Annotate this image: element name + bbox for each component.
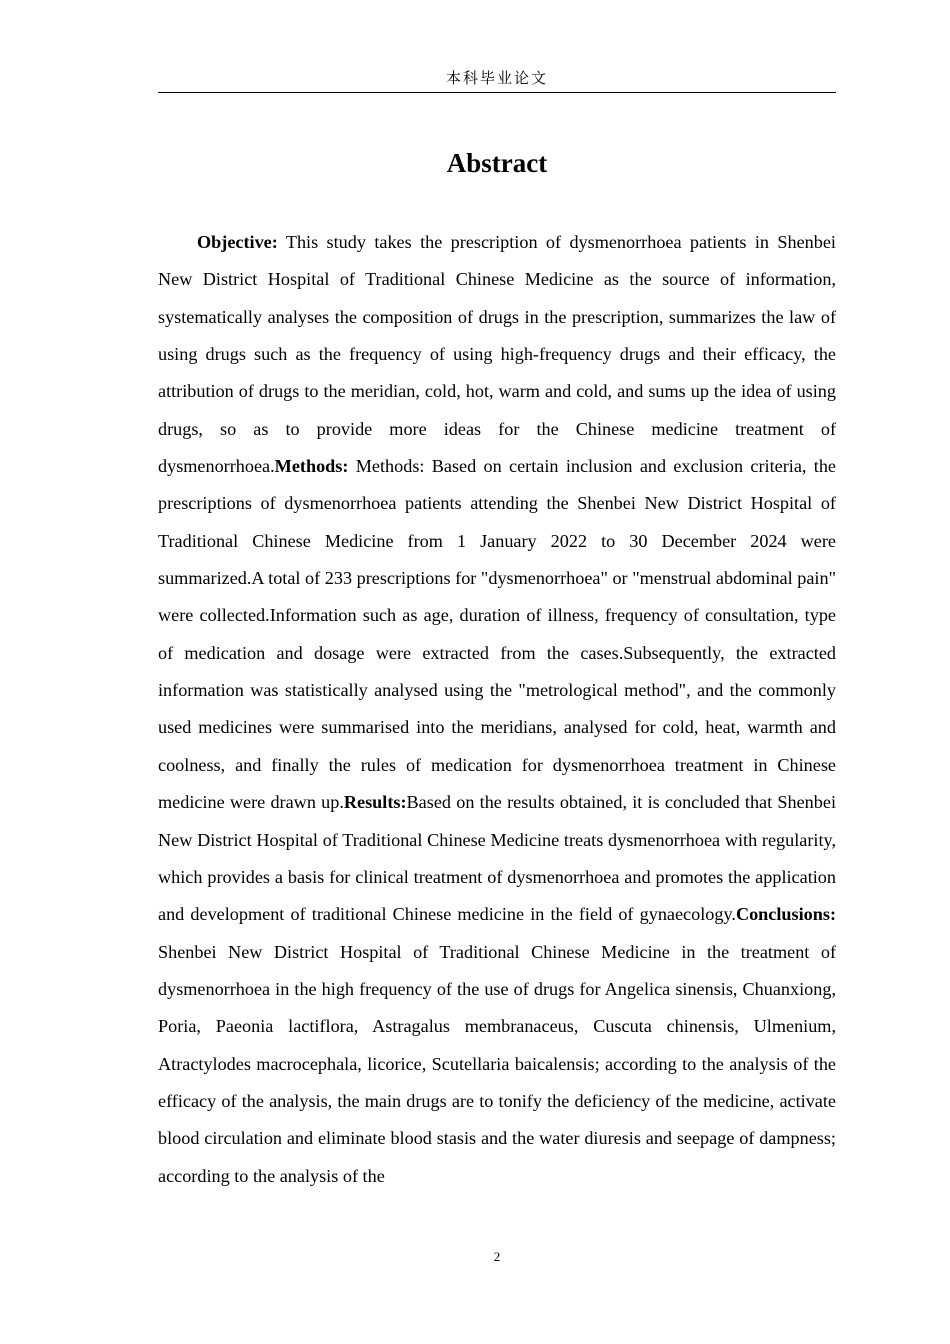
abstract-title: Abstract (446, 148, 548, 178)
results-text: Based on the results obtained, it is concluded that Shenbei New District Hospital of Traditional Chinese Medicine treats dysmenorrhoea with regularity, which provides a basis for clinical treatment of dysmenorrhoea and promotes the application and development of traditional Chinese medicine in the field of gynaecology. (158, 792, 836, 925)
methods-label: Methods: (274, 456, 349, 477)
conclusions-text: Shenbei New District Hospital of Traditional Chinese Medicine in the treatment of dysmenorrhoea in the high frequency of the use of drugs for Angelica sinensis, Chuanxiong, Poria, Paeonia lactiflora, Astragalus membranaceus, Cuscuta chinensis, Ulmenium, Atractylodes macrocephala, licorice, Scutellaria baicalensis; according to the analysis of the efficacy of the analysis, the main drugs are to tonify the deficiency of the medicine, activate blood circulation and eliminate blood stasis and the water diuresis and seepage of dampness; according to the analysis of the (158, 941, 836, 1186)
abstract-body (158, 224, 836, 1195)
conclusions-label: Conclusions: (735, 904, 836, 925)
methods-text: Methods: Based on certain inclusion and exclusion criteria, the prescriptions of dysmenorrhoea patients attending the Shenbei New District Hospital of Traditional Chinese Medicine from 1 January 2022 to 30 December 2024 were summarized.A total of 233 prescriptions for "dysmenorrhoea" or "menstrual abdominal pain" were collected.Information such as age, duration of illness, frequency of consultation, type of medication and dosage were extracted from the cases.Subsequently, the extracted information was statistically analysed using the "metrological method", and the commonly used medicines were summarised into the meridians, analysed for cold, heat, warmth and coolness, and finally the rules of medication for dysmenorrhoea treatment in Chinese medicine were drawn up. (158, 456, 836, 813)
running-header-title: 本科毕业论文 (445, 69, 548, 87)
objective-text: This study takes the prescription of dysmenorrhoea patients in Shenbei New District Hospital of Traditional Chinese Medicine as the source of information, systematically analyses the composition of drugs in the prescription, summarizes the law of using drugs such as the frequency of using high-frequency drugs and their efficacy, the attribution of drugs to the meridian, cold, hot, warm and cold, and sums up the idea of using drugs, so as to provide more ideas for the Chinese medicine treatment of dysmenorrhoea. (158, 232, 836, 477)
objective-label: Objective: (197, 232, 278, 252)
page-number: 2 (493, 1249, 501, 1264)
results-label: Results: (343, 792, 407, 813)
running-header (158, 66, 836, 93)
